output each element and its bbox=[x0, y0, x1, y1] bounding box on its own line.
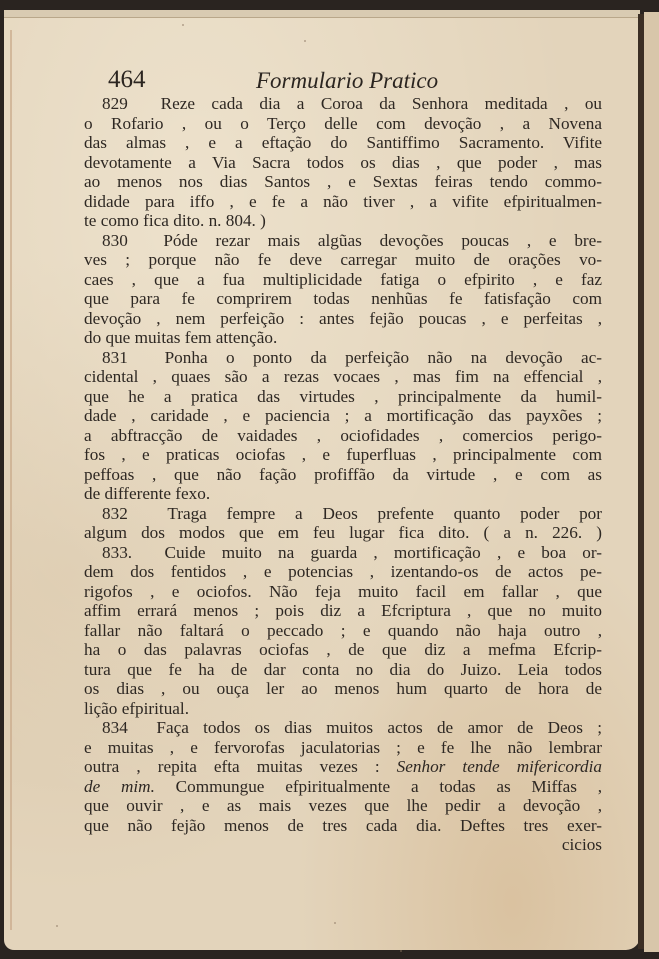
text-line: Cuide muito na guarda , mortificação , e boa or- bbox=[164, 542, 602, 562]
text-line: cidental , quaes são a rezas vocaes , mas fim na effencial , bbox=[84, 367, 602, 386]
text-line: fallar não faltará o peccado ; e quando não haja outro , bbox=[84, 620, 602, 640]
paragraph-number: 829 bbox=[102, 94, 128, 113]
text-line: Ponha o ponto da perfeição não na devoção ac- bbox=[164, 347, 603, 367]
italic-prayer-end: de mim. bbox=[84, 776, 155, 796]
text-line: didade para iffo , e fe a não tiver , a vifite efpiritualmen- bbox=[84, 191, 602, 211]
text-line: outra , repita efta muitas vezes : bbox=[84, 757, 380, 776]
paragraph-834 bbox=[84, 718, 602, 855]
text-line: que para fe comprirem todas nenhũas fe fatisfação com bbox=[84, 289, 602, 308]
paragraph-833 bbox=[84, 543, 602, 719]
text-line: o Rofario , ou o Terço delle com devoção , a Novena bbox=[84, 113, 602, 133]
paragraph-number: 834 bbox=[102, 718, 128, 737]
italic-prayer: Senhor tende mifericordia bbox=[396, 757, 602, 776]
paragraph-number: 833. bbox=[102, 542, 133, 562]
text-line: que he a pratica das virtudes , principalmente da humil- bbox=[84, 386, 602, 406]
text-line: caes , que a fua multiplicidade fatiga o efpirito , e faz bbox=[84, 269, 602, 289]
text-line: ves ; porque não fe deve carregar muito de orações vo- bbox=[84, 250, 602, 269]
text-line: de differente fexo. bbox=[84, 484, 211, 503]
paragraph-832 bbox=[84, 504, 602, 543]
catchword: cicios bbox=[561, 835, 602, 854]
paragraph-829 bbox=[84, 94, 602, 231]
paragraph-830 bbox=[84, 231, 602, 348]
text-line: do que muitas fem attenção. bbox=[84, 328, 278, 347]
text-line: dade , caridade , e paciencia ; a mortificação das payxões ; bbox=[84, 406, 602, 425]
paragraph-831 bbox=[84, 348, 602, 504]
text-line: dem dos fentidos , e potencias , izentando-os de actos pe- bbox=[84, 562, 602, 581]
text-line: Traga fempre a Deos prefente quanto poder por bbox=[167, 503, 602, 523]
text-line: das almas , e a eftação do Santiffimo Sacramento. Vifite bbox=[84, 133, 602, 152]
text-line: lição efpiritual. bbox=[84, 698, 189, 718]
text-line: Commungue efpiritualmente a todas as Miffas , bbox=[175, 776, 602, 796]
text-line: que não fejão menos de tres cada dia. Deftes tres exer- bbox=[84, 815, 602, 835]
text-line: fos , e praticas ociofas , e fuperfluas , principalmente com bbox=[84, 445, 602, 464]
text-line: ha o das palavras ociofas , de que diz a mefma Efcrip- bbox=[84, 640, 602, 659]
paragraph-number: 830 bbox=[102, 230, 128, 250]
text-line: algum dos modos que em feu lugar fica dito. ( a n. 226. ) bbox=[84, 523, 602, 542]
text-line: e muitas , e fervorofas jaculatorias ; e fe lhe não lembrar bbox=[84, 737, 602, 757]
text-line: devotamente a Via Sacra todos os dias , que poder , mas bbox=[84, 152, 602, 172]
paragraph-number: 831 bbox=[102, 347, 128, 367]
text-line: que ouvir , e as mais vezes que lhe pedir a devoção , bbox=[84, 796, 602, 815]
page-number: 464 bbox=[108, 66, 146, 93]
facing-page-edge bbox=[644, 12, 659, 952]
text-line: Faça todos os dias muitos actos de amor de Deos ; bbox=[156, 718, 602, 737]
text-line: peffoas , que não fação profiffão da virtude , e com as bbox=[84, 464, 602, 484]
text-line: te como fica dito. n. 804. ) bbox=[84, 211, 266, 230]
text-line: devoção , nem perfeição : antes fejão poucas , e perfeitas , bbox=[84, 308, 602, 328]
running-header bbox=[108, 66, 608, 96]
running-title: Formulario Pratico bbox=[256, 68, 439, 93]
text-line: rigofos , e ociofos. Não feja muito facil em fallar , que bbox=[84, 581, 602, 601]
text-line: tura que fe ha de dar conta no dia do Juizo. Leia todos bbox=[84, 659, 602, 679]
text-line: Reze cada dia a Coroa da Senhora meditada , ou bbox=[160, 94, 603, 113]
text-line: ao menos nos dias Santos , e Sextas feiras tendo commo- bbox=[84, 172, 602, 191]
text-line: affim errará menos ; pois diz a Efcriptura , que no muito bbox=[84, 601, 602, 620]
text-line: a abftracção de vaidades , ociofidades , comercios perigo- bbox=[84, 425, 602, 445]
paragraph-number: 832 bbox=[102, 503, 128, 523]
body-text bbox=[84, 94, 602, 855]
text-line: os dias , ou ouça ler ao menos hum quarto de hora de bbox=[84, 679, 602, 698]
text-line: Póde rezar mais algũas devoções poucas , e bre- bbox=[163, 230, 602, 250]
page-left-edge bbox=[10, 30, 12, 930]
page-top-edge bbox=[4, 10, 640, 18]
